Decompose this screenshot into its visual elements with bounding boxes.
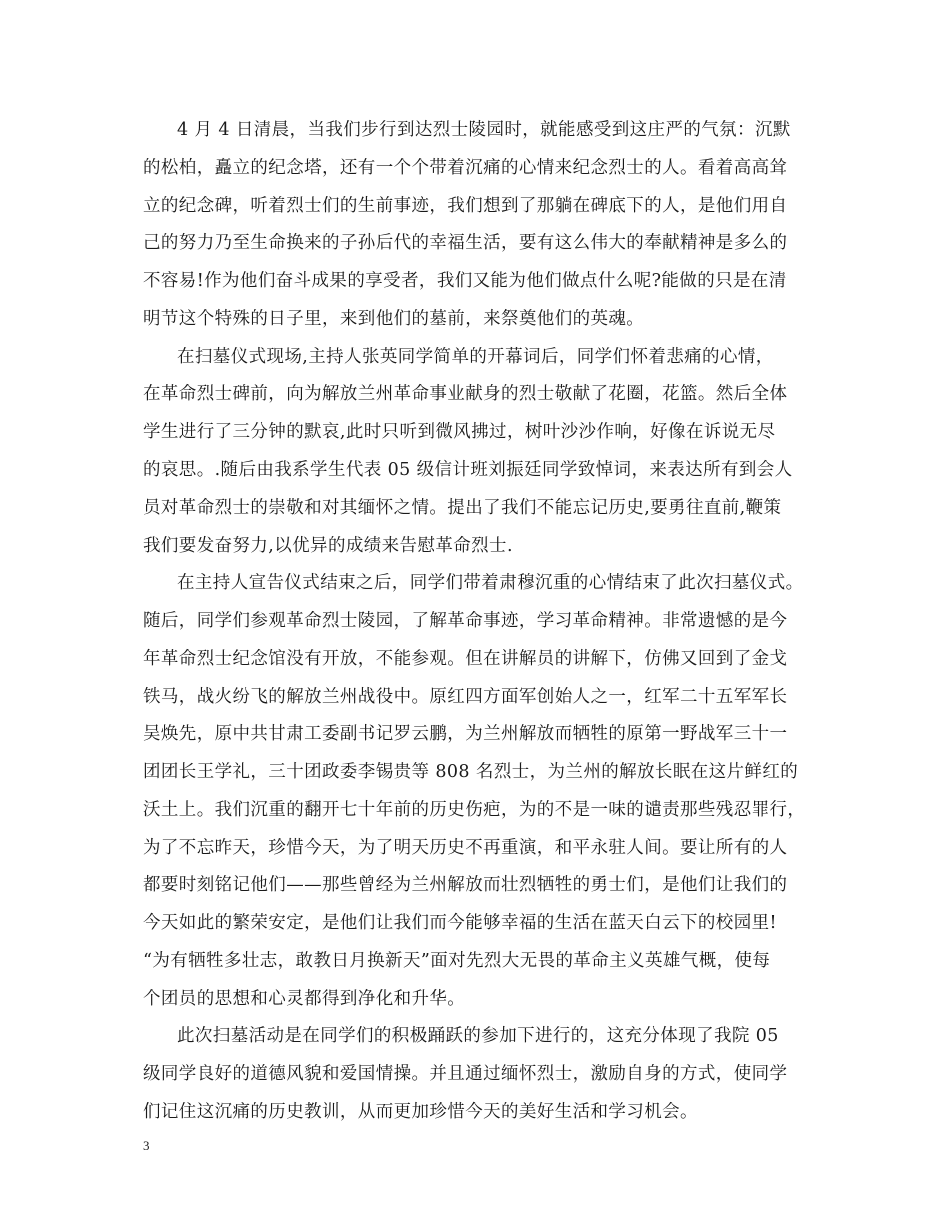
paragraph-3-line: 团团长王学礼，三十团政委李锡贵等 808 名烈士，为兰州的解放长眠在这片鲜红的	[143, 762, 799, 782]
paragraph-4-line: 们记住这沉痛的历史教训，从而更加珍惜今天的美好生活和学习机会。	[143, 1102, 698, 1122]
paragraph-2-line: 学生进行了三分钟的默哀,此时只听到微风拂过，树叶沙沙作响，好像在诉说无尽	[143, 422, 776, 442]
paragraph-1-line: 己的努力乃至生命换来的子孙后代的幸福生活，要有这么伟大的奉献精神是多么的	[143, 233, 788, 253]
paragraph-3-line: 吴焕先，原中共甘肃工委副书记罗云鹏，为兰州解放而牺牲的原第一野战军三十一	[143, 724, 788, 744]
page-number: 3	[143, 1138, 150, 1153]
paragraph-3-line: 随后，同学们参观革命烈士陵园，了解革命事迹，学习革命精神。非常遗憾的是今	[143, 611, 788, 631]
paragraph-1-line: 明节这个特殊的日子里，来到他们的墓前，来祭奠他们的英魂。	[143, 309, 645, 329]
paragraph-3-line: 沃土上。我们沉重的翻开七十年前的历史伤疤，为的不是一味的谴责那些残忍罪行，	[143, 800, 806, 820]
paragraph-4-line: 级同学良好的道德风貌和爱国情操。并且通过缅怀烈士，激励自身的方式，使同学	[143, 1064, 788, 1084]
paragraph-3-line: 在主持人宣告仪式结束之后，同学们带着肃穆沉重的心情结束了此次扫墓仪式。	[177, 573, 804, 593]
paragraph-2-line: 在扫墓仪式现场,主持人张英同学简单的开幕词后，同学们怀着悲痛的心情，	[177, 347, 774, 367]
paragraph-2-line: 我们要发奋努力,以优异的成绩来告慰革命烈士.	[143, 536, 513, 556]
paragraph-3-line: 铁马，战火纷飞的解放兰州战役中。原红四方面军创始人之一，红军二十五军军长	[143, 687, 788, 707]
paragraph-1-line: 不容易!作为他们奋斗成果的享受者，我们又能为他们做点什么呢?能做的只是在清	[143, 271, 787, 291]
paragraph-3-line: 年革命烈士纪念馆没有开放，不能参观。但在讲解员的讲解下，仿佛又回到了金戈	[143, 649, 788, 669]
paragraph-1-line: 的松柏，矗立的纪念塔，还有一个个带着沉痛的心情来纪念烈士的人。看着高高耸	[143, 158, 788, 178]
paragraph-3-line: 为了不忘昨天，珍惜今天，为了明天历史不再重演，和平永驻人间。要让所有的人	[143, 838, 788, 858]
paragraph-3-line: 今天如此的繁荣安定，是他们让我们而今能够幸福的生活在蓝天白云下的校园里!	[143, 913, 777, 933]
paragraph-2-line: 在革命烈士碑前，向为解放兰州革命事业献身的烈士敬献了花圈，花篮。然后全体	[143, 384, 788, 404]
paragraph-2-line: 员对革命烈士的崇敬和对其缅怀之情。提出了我们不能忘记历史,要勇往直前,鞭策	[143, 498, 782, 518]
paragraph-3-line: “为有牺牲多壮志，敢教日月换新天”面对先烈大无畏的革命主义英雄气概，使每	[143, 951, 771, 971]
paragraph-4-line: 此次扫墓活动是在同学们的积极踊跃的参加下进行的，这充分体现了我院 05	[177, 1026, 779, 1046]
paragraph-1-line: 立的纪念碑，听着烈士们的生前事迹，我们想到了那躺在碑底下的人，是他们用自	[143, 196, 788, 216]
paragraph-2-line: 的哀思。.随后由我系学生代表 05 级信计班刘振廷同学致悼词，来表达所有到会人	[143, 460, 793, 480]
paragraph-3-line: 都要时刻铭记他们——那些曾经为兰州解放而壮烈牺牲的勇士们，是他们让我们的	[143, 875, 788, 895]
paragraph-3-line: 个团员的思想和心灵都得到净化和升华。	[143, 989, 466, 1009]
paragraph-1-line: 4 月 4 日清晨，当我们步行到达烈士陵园时，就能感受到这庄严的气氛：沉默	[177, 120, 791, 140]
